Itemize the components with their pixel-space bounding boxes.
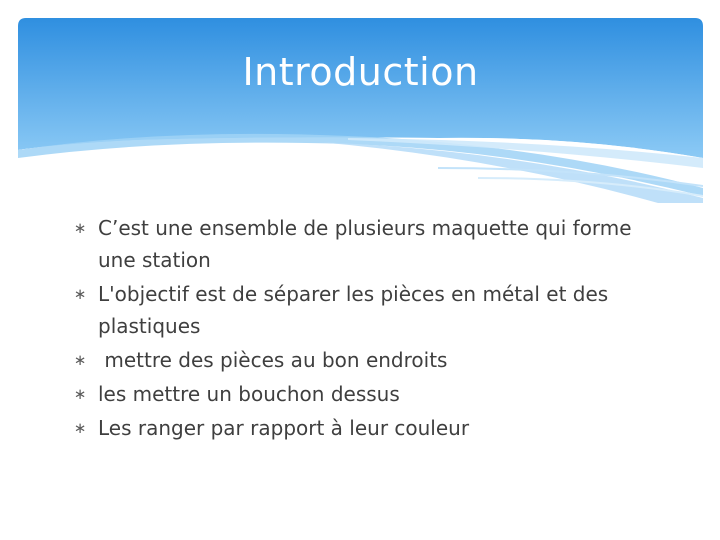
asterisk-bullet-icon: ∗ [73,385,87,403]
slide-title: Introduction [242,50,479,94]
title-banner [18,18,703,203]
asterisk-bullet-icon: ∗ [73,419,87,437]
bullet-item [73,212,658,276]
bullet-text: L'objectif est de séparer les pièces en métal et des plastiques [98,282,609,338]
bullet-list [73,212,658,446]
bullet-item [73,278,658,342]
bullet-item [73,412,658,444]
bullet-text: mettre des pièces au bon endroits [98,348,448,372]
bullet-item [73,378,658,410]
bullet-text: Les ranger par rapport à leur couleur [98,416,470,440]
asterisk-bullet-icon: ∗ [73,285,87,303]
asterisk-bullet-icon: ∗ [73,219,87,237]
bullet-text: les mettre un bouchon dessus [98,382,400,406]
bullet-text: C’est une ensemble de plusieurs maquette qui forme une station [98,216,632,272]
asterisk-bullet-icon: ∗ [73,351,87,369]
banner-background [18,18,703,203]
bullet-item [73,344,658,376]
